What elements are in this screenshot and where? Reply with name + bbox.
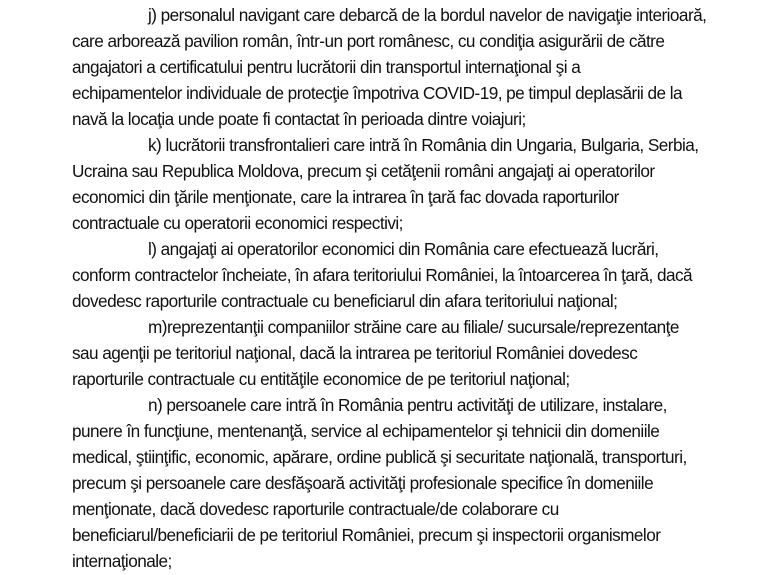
paragraph-line: raporturile contractuale cu entităţile economice de pe teritoriul naţional; xyxy=(72,369,570,389)
paragraph-line: navă la locaţia unde poate fi contactat în perioada dintre voiajuri; xyxy=(72,109,526,129)
paragraph-line: menţionate, dacă dovedesc raporturile contractuale/de colaborare cu xyxy=(72,499,559,519)
paragraph-line: m)reprezentanţii companiilor străine care au filiale/ sucursale/reprezentanţe xyxy=(148,317,679,337)
paragraph-line: k) lucrătorii transfrontalieri care intră în România din Ungaria, Bulgaria, Serbia, xyxy=(148,135,699,155)
paragraph-line: echipamentelor individuale de protecţie împotriva COVID-19, pe timpul deplasării de la xyxy=(72,83,682,103)
paragraph-line: punere în funcţiune, mentenanţă, service al echipamentelor şi tehnicii din domeniile xyxy=(72,421,660,441)
paragraph-line: conform contractelor încheiate, în afara teritoriului României, la întoarcerea în ţară, dacă xyxy=(72,265,693,285)
paragraph-line: medical, ştiinţific, economic, apărare, ordine publică şi securitate naţională, transporturi, xyxy=(72,447,687,467)
paragraph-line: angajatori a certificatului pentru lucrătorii din transportul internaţional şi a xyxy=(72,57,581,77)
paragraph-line: j) personalul navigant care debarcă de la bordul navelor de navigaţie interioară, xyxy=(148,5,707,25)
paragraph-line: dovedesc raporturile contractuale cu beneficiarul din afara teritoriului naţional; xyxy=(72,291,618,311)
paragraph-line: care arborează pavilion român, într-un port românesc, cu condiţia asigurării de către xyxy=(72,31,665,51)
paragraph-line: Ucraina sau Republica Moldova, precum şi cetăţenii români angajaţi ai operatorilor xyxy=(72,161,655,181)
paragraph-line: contractuale cu operatorii economici respectivi; xyxy=(72,213,403,233)
paragraph-line: internaţionale; xyxy=(72,551,172,571)
paragraph-line: l) angajaţi ai operatorilor economici din România care efectuează lucrări, xyxy=(148,239,659,259)
paragraph-line: beneficiarul/beneficiarii de pe teritoriul României, precum şi inspectorii organismelor xyxy=(72,525,661,545)
paragraph-line: sau agenţii pe teritoriul naţional, dacă la intrarea pe teritoriul României dovedesc xyxy=(72,343,638,363)
paragraph-line: precum şi persoanele care desfăşoară activităţi profesionale specifice în domeniile xyxy=(72,473,654,493)
paragraph-line: economici din ţările menţionate, care la intrarea în ţară fac dovada raporturilor xyxy=(72,187,619,207)
paragraph-line: n) persoanele care intră în România pentru activităţi de utilizare, instalare, xyxy=(148,395,667,415)
